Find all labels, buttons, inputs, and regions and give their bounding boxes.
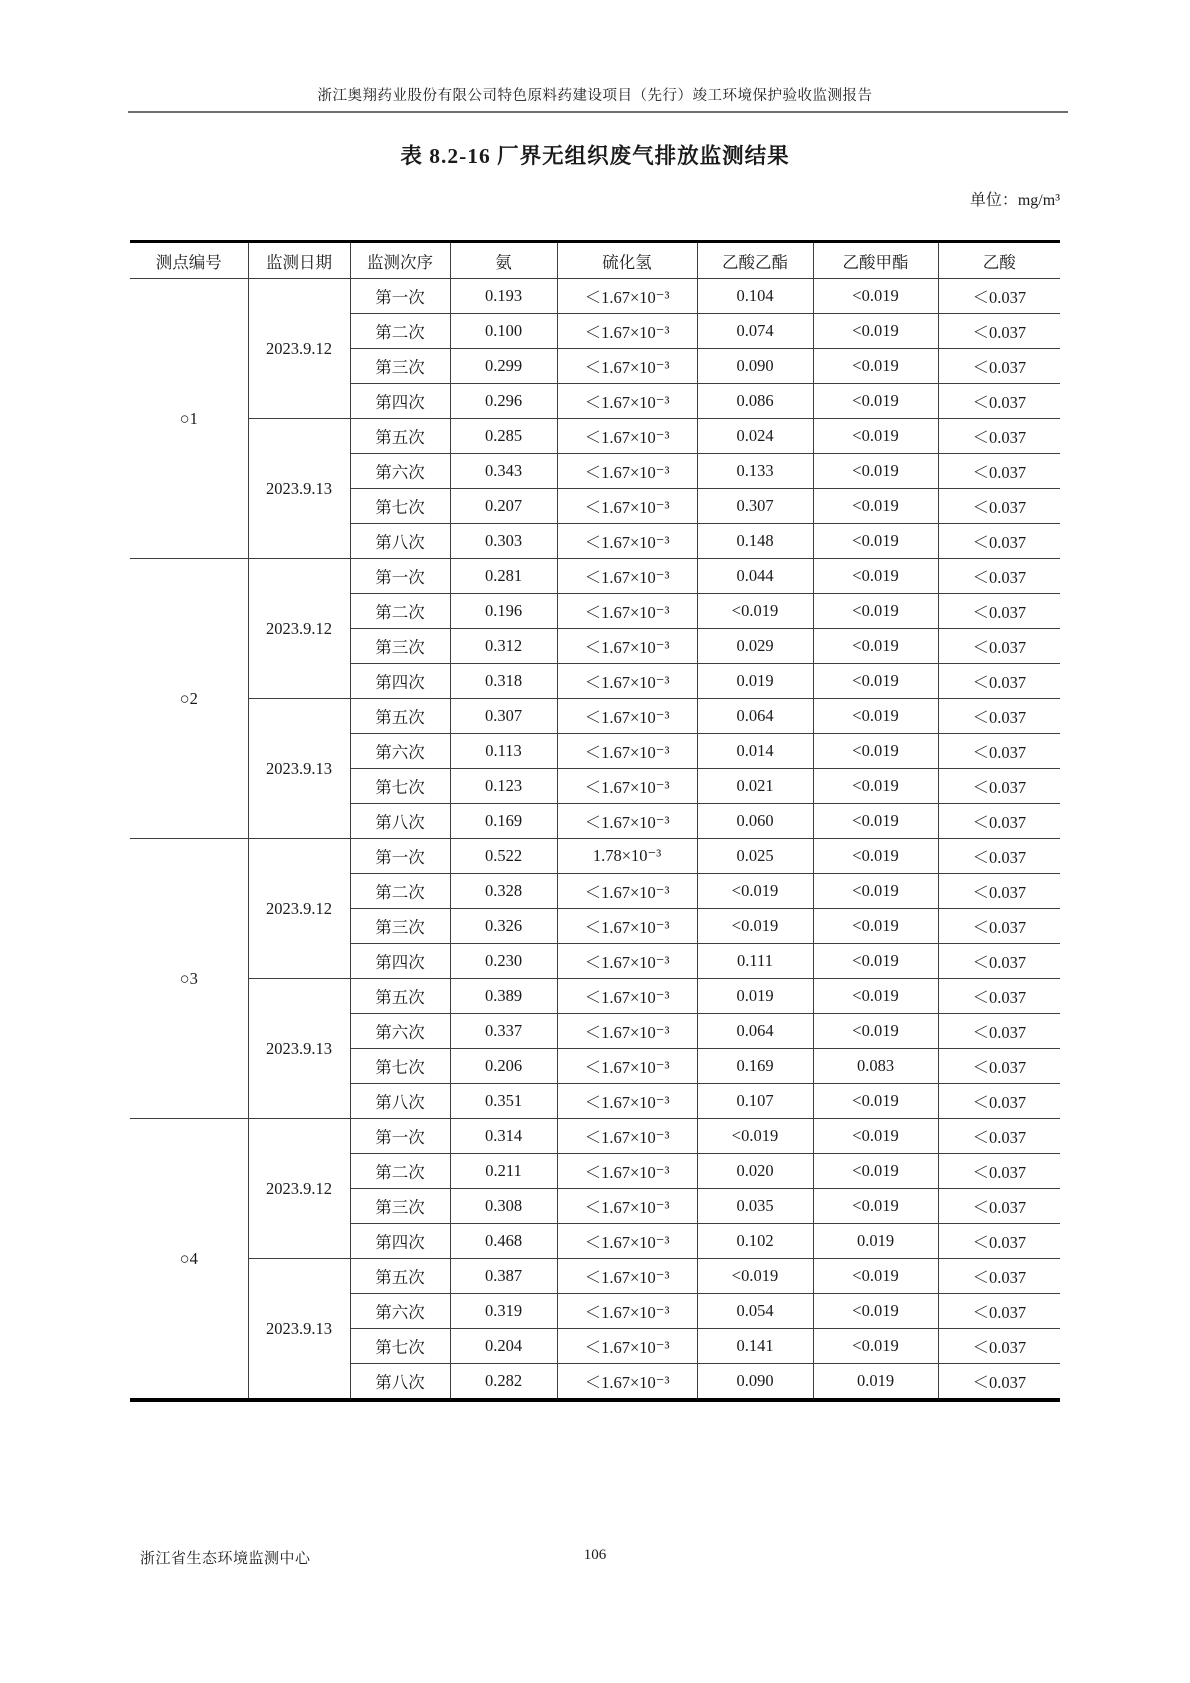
value-cell: ＜1.67×10⁻³ xyxy=(557,664,697,699)
value-cell: 0.060 xyxy=(697,804,813,839)
value-cell: 0.044 xyxy=(697,559,813,594)
value-cell: <0.019 xyxy=(813,419,938,454)
value-cell: <0.019 xyxy=(813,769,938,804)
value-cell: 0.014 xyxy=(697,734,813,769)
value-cell: ＜0.037 xyxy=(938,1364,1060,1401)
value-cell: ＜0.037 xyxy=(938,1189,1060,1224)
sequence-cell: 第二次 xyxy=(350,594,450,629)
sequence-cell: 第七次 xyxy=(350,489,450,524)
value-cell: ＜0.037 xyxy=(938,1329,1060,1364)
value-cell: 0.019 xyxy=(813,1224,938,1259)
unit-label: 单位：mg/m³ xyxy=(969,192,1060,209)
sequence-cell: 第三次 xyxy=(350,909,450,944)
value-cell: 0.169 xyxy=(697,1049,813,1084)
value-cell: ＜1.67×10⁻³ xyxy=(557,944,697,979)
value-cell: ＜1.67×10⁻³ xyxy=(557,804,697,839)
value-cell: 0.468 xyxy=(450,1224,557,1259)
value-cell: 0.230 xyxy=(450,944,557,979)
date-cell: 2023.9.12 xyxy=(248,559,350,699)
point-id-cell: ○1 xyxy=(130,279,248,559)
date-cell: 2023.9.13 xyxy=(248,979,350,1119)
table-row xyxy=(130,419,1060,454)
column-header: 监测次序 xyxy=(350,242,450,279)
value-cell: 0.314 xyxy=(450,1119,557,1154)
sequence-cell: 第七次 xyxy=(350,1049,450,1084)
table-row xyxy=(130,699,1060,734)
value-cell: 0.312 xyxy=(450,629,557,664)
value-cell: 0.387 xyxy=(450,1259,557,1294)
value-cell: ＜1.67×10⁻³ xyxy=(557,769,697,804)
sequence-cell: 第六次 xyxy=(350,1014,450,1049)
value-cell: <0.019 xyxy=(813,489,938,524)
column-header: 乙酸 xyxy=(938,242,1060,279)
value-cell: 0.211 xyxy=(450,1154,557,1189)
value-cell: ＜1.67×10⁻³ xyxy=(557,419,697,454)
value-cell: 0.113 xyxy=(450,734,557,769)
sequence-cell: 第八次 xyxy=(350,524,450,559)
value-cell: ＜0.037 xyxy=(938,909,1060,944)
value-cell: <0.019 xyxy=(813,1259,938,1294)
header-divider xyxy=(128,111,1068,113)
value-cell: 0.337 xyxy=(450,1014,557,1049)
value-cell: ＜0.037 xyxy=(938,1154,1060,1189)
footer-org-name: 浙江省生态环境监测中心 xyxy=(140,1551,311,1567)
value-cell: ＜0.037 xyxy=(938,804,1060,839)
point-id-cell: ○3 xyxy=(130,839,248,1119)
value-cell: ＜1.67×10⁻³ xyxy=(557,979,697,1014)
sequence-cell: 第六次 xyxy=(350,454,450,489)
value-cell: ＜0.037 xyxy=(938,314,1060,349)
value-cell: <0.019 xyxy=(813,524,938,559)
value-cell: ＜0.037 xyxy=(938,594,1060,629)
table-row xyxy=(130,979,1060,1014)
sequence-cell: 第三次 xyxy=(350,629,450,664)
value-cell: ＜1.67×10⁻³ xyxy=(557,1259,697,1294)
sequence-cell: 第四次 xyxy=(350,1224,450,1259)
value-cell: ＜0.037 xyxy=(938,734,1060,769)
value-cell: ＜1.67×10⁻³ xyxy=(557,1119,697,1154)
value-cell: ＜0.037 xyxy=(938,664,1060,699)
value-cell: 0.318 xyxy=(450,664,557,699)
value-cell: ＜1.67×10⁻³ xyxy=(557,629,697,664)
table-row xyxy=(130,279,1060,314)
table-title: 表 8.2-16 厂界无组织废气排放监测结果 xyxy=(400,144,790,168)
value-cell: <0.019 xyxy=(813,1014,938,1049)
sequence-cell: 第五次 xyxy=(350,419,450,454)
value-cell: ＜1.67×10⁻³ xyxy=(557,1084,697,1119)
value-cell: 0.019 xyxy=(697,979,813,1014)
value-cell: 0.035 xyxy=(697,1189,813,1224)
value-cell: 0.351 xyxy=(450,1084,557,1119)
value-cell: <0.019 xyxy=(813,454,938,489)
value-cell: ＜0.037 xyxy=(938,279,1060,314)
sequence-cell: 第七次 xyxy=(350,1329,450,1364)
value-cell: 0.522 xyxy=(450,839,557,874)
value-cell: 0.019 xyxy=(813,1364,938,1401)
value-cell: ＜1.67×10⁻³ xyxy=(557,349,697,384)
value-cell: ＜1.67×10⁻³ xyxy=(557,734,697,769)
value-cell: <0.019 xyxy=(813,1119,938,1154)
value-cell: 0.307 xyxy=(697,489,813,524)
value-cell: 0.104 xyxy=(697,279,813,314)
value-cell: 0.024 xyxy=(697,419,813,454)
value-cell: ＜0.037 xyxy=(938,489,1060,524)
sequence-cell: 第八次 xyxy=(350,804,450,839)
sequence-cell: 第二次 xyxy=(350,874,450,909)
value-cell: 0.308 xyxy=(450,1189,557,1224)
value-cell: ＜0.037 xyxy=(938,419,1060,454)
value-cell: <0.019 xyxy=(697,1259,813,1294)
sequence-cell: 第三次 xyxy=(350,1189,450,1224)
value-cell: 0.207 xyxy=(450,489,557,524)
value-cell: 0.296 xyxy=(450,384,557,419)
sequence-cell: 第七次 xyxy=(350,769,450,804)
value-cell: ＜1.67×10⁻³ xyxy=(557,1049,697,1084)
value-cell: <0.019 xyxy=(813,944,938,979)
value-cell: ＜0.037 xyxy=(938,524,1060,559)
value-cell: 0.299 xyxy=(450,349,557,384)
value-cell: ＜1.67×10⁻³ xyxy=(557,489,697,524)
report-header-title: 浙江奥翔药业股份有限公司特色原料药建设项目（先行）竣工环境保护验收监测报告 xyxy=(317,88,873,104)
value-cell: 0.020 xyxy=(697,1154,813,1189)
column-header: 乙酸甲酯 xyxy=(813,242,938,279)
value-cell: <0.019 xyxy=(813,279,938,314)
value-cell: ＜0.037 xyxy=(938,1259,1060,1294)
value-cell: 0.086 xyxy=(697,384,813,419)
table-row xyxy=(130,1259,1060,1294)
value-cell: ＜1.67×10⁻³ xyxy=(557,874,697,909)
value-cell: <0.019 xyxy=(813,1154,938,1189)
column-header: 监测日期 xyxy=(248,242,350,279)
value-cell: ＜0.037 xyxy=(938,1294,1060,1329)
column-header: 氨 xyxy=(450,242,557,279)
sequence-cell: 第五次 xyxy=(350,979,450,1014)
value-cell: 0.100 xyxy=(450,314,557,349)
value-cell: <0.019 xyxy=(813,1189,938,1224)
value-cell: ＜1.67×10⁻³ xyxy=(557,1294,697,1329)
value-cell: ＜0.037 xyxy=(938,1224,1060,1259)
value-cell: 0.148 xyxy=(697,524,813,559)
value-cell: 0.169 xyxy=(450,804,557,839)
value-cell: 0.029 xyxy=(697,629,813,664)
value-cell: ＜0.037 xyxy=(938,1014,1060,1049)
value-cell: <0.019 xyxy=(813,559,938,594)
sequence-cell: 第八次 xyxy=(350,1364,450,1401)
value-cell: <0.019 xyxy=(813,314,938,349)
value-cell: 0.074 xyxy=(697,314,813,349)
value-cell: ＜1.67×10⁻³ xyxy=(557,1364,697,1401)
value-cell: <0.019 xyxy=(813,664,938,699)
value-cell: 0.054 xyxy=(697,1294,813,1329)
value-cell: 0.083 xyxy=(813,1049,938,1084)
value-cell: <0.019 xyxy=(697,909,813,944)
point-id-cell: ○2 xyxy=(130,559,248,839)
sequence-cell: 第六次 xyxy=(350,734,450,769)
point-id-cell: ○4 xyxy=(130,1119,248,1401)
value-cell: 0.064 xyxy=(697,699,813,734)
value-cell: 0.111 xyxy=(697,944,813,979)
sequence-cell: 第八次 xyxy=(350,1084,450,1119)
value-cell: <0.019 xyxy=(813,699,938,734)
value-cell: 0.326 xyxy=(450,909,557,944)
value-cell: ＜0.037 xyxy=(938,979,1060,1014)
column-header: 硫化氢 xyxy=(557,242,697,279)
value-cell: ＜0.037 xyxy=(938,384,1060,419)
value-cell: 0.343 xyxy=(450,454,557,489)
value-cell: <0.019 xyxy=(697,1119,813,1154)
sequence-cell: 第四次 xyxy=(350,664,450,699)
value-cell: 0.303 xyxy=(450,524,557,559)
value-cell: <0.019 xyxy=(813,349,938,384)
sequence-cell: 第一次 xyxy=(350,1119,450,1154)
value-cell: ＜0.037 xyxy=(938,839,1060,874)
sequence-cell: 第四次 xyxy=(350,384,450,419)
value-cell: ＜1.67×10⁻³ xyxy=(557,1154,697,1189)
date-cell: 2023.9.12 xyxy=(248,1119,350,1259)
date-cell: 2023.9.13 xyxy=(248,699,350,839)
sequence-cell: 第四次 xyxy=(350,944,450,979)
value-cell: 0.285 xyxy=(450,419,557,454)
value-cell: ＜1.67×10⁻³ xyxy=(557,314,697,349)
sequence-cell: 第一次 xyxy=(350,839,450,874)
value-cell: ＜0.037 xyxy=(938,699,1060,734)
value-cell: 0.319 xyxy=(450,1294,557,1329)
value-cell: <0.019 xyxy=(813,1329,938,1364)
value-cell: ＜0.037 xyxy=(938,559,1060,594)
value-cell: 0.102 xyxy=(697,1224,813,1259)
value-cell: 0.064 xyxy=(697,1014,813,1049)
value-cell: ＜0.037 xyxy=(938,1049,1060,1084)
value-cell: ＜1.67×10⁻³ xyxy=(557,909,697,944)
date-cell: 2023.9.13 xyxy=(248,1259,350,1401)
date-cell: 2023.9.12 xyxy=(248,839,350,979)
column-header: 乙酸乙酯 xyxy=(697,242,813,279)
page-number: 106 xyxy=(583,1547,607,1563)
value-cell: 0.021 xyxy=(697,769,813,804)
sequence-cell: 第二次 xyxy=(350,1154,450,1189)
value-cell: ＜1.67×10⁻³ xyxy=(557,559,697,594)
value-cell: ＜1.67×10⁻³ xyxy=(557,1224,697,1259)
sequence-cell: 第五次 xyxy=(350,1259,450,1294)
value-cell: ＜0.037 xyxy=(938,349,1060,384)
value-cell: <0.019 xyxy=(813,979,938,1014)
value-cell: 0.389 xyxy=(450,979,557,1014)
value-cell: 0.019 xyxy=(697,664,813,699)
value-cell: 0.133 xyxy=(697,454,813,489)
sequence-cell: 第六次 xyxy=(350,1294,450,1329)
sequence-cell: 第二次 xyxy=(350,314,450,349)
value-cell: ＜1.67×10⁻³ xyxy=(557,594,697,629)
value-cell: <0.019 xyxy=(813,594,938,629)
table-row xyxy=(130,559,1060,594)
date-cell: 2023.9.12 xyxy=(248,279,350,419)
sequence-cell: 第五次 xyxy=(350,699,450,734)
value-cell: ＜0.037 xyxy=(938,1119,1060,1154)
table-row xyxy=(130,839,1060,874)
value-cell: ＜1.67×10⁻³ xyxy=(557,279,697,314)
value-cell: 0.206 xyxy=(450,1049,557,1084)
value-cell: 0.196 xyxy=(450,594,557,629)
value-cell: <0.019 xyxy=(697,874,813,909)
value-cell: <0.019 xyxy=(813,1294,938,1329)
value-cell: ＜0.037 xyxy=(938,944,1060,979)
value-cell: ＜1.67×10⁻³ xyxy=(557,1189,697,1224)
value-cell: 0.025 xyxy=(697,839,813,874)
date-cell: 2023.9.13 xyxy=(248,419,350,559)
value-cell: <0.019 xyxy=(813,804,938,839)
value-cell: ＜0.037 xyxy=(938,769,1060,804)
value-cell: <0.019 xyxy=(697,594,813,629)
value-cell: 0.204 xyxy=(450,1329,557,1364)
value-cell: ＜1.67×10⁻³ xyxy=(557,384,697,419)
value-cell: <0.019 xyxy=(813,1084,938,1119)
value-cell: ＜0.037 xyxy=(938,454,1060,489)
value-cell: ＜0.037 xyxy=(938,629,1060,664)
value-cell: 0.090 xyxy=(697,349,813,384)
value-cell: ＜1.67×10⁻³ xyxy=(557,454,697,489)
column-header: 测点编号 xyxy=(130,242,248,279)
value-cell: 0.328 xyxy=(450,874,557,909)
sequence-cell: 第一次 xyxy=(350,279,450,314)
value-cell: ＜1.67×10⁻³ xyxy=(557,699,697,734)
value-cell: 1.78×10⁻³ xyxy=(557,839,697,874)
value-cell: <0.019 xyxy=(813,839,938,874)
value-cell: 0.193 xyxy=(450,279,557,314)
value-cell: <0.019 xyxy=(813,874,938,909)
value-cell: <0.019 xyxy=(813,384,938,419)
value-cell: ＜0.037 xyxy=(938,874,1060,909)
value-cell: 0.141 xyxy=(697,1329,813,1364)
value-cell: ＜1.67×10⁻³ xyxy=(557,524,697,559)
value-cell: ＜1.67×10⁻³ xyxy=(557,1014,697,1049)
value-cell: 0.282 xyxy=(450,1364,557,1401)
value-cell: 0.123 xyxy=(450,769,557,804)
value-cell: 0.307 xyxy=(450,699,557,734)
table-header-row xyxy=(130,242,1060,279)
monitoring-table xyxy=(130,240,1060,1402)
sequence-cell: 第一次 xyxy=(350,559,450,594)
value-cell: <0.019 xyxy=(813,629,938,664)
value-cell: <0.019 xyxy=(813,909,938,944)
value-cell: ＜0.037 xyxy=(938,1084,1060,1119)
sequence-cell: 第三次 xyxy=(350,349,450,384)
value-cell: 0.107 xyxy=(697,1084,813,1119)
table-row xyxy=(130,1119,1060,1154)
value-cell: 0.090 xyxy=(697,1364,813,1401)
value-cell: ＜1.67×10⁻³ xyxy=(557,1329,697,1364)
value-cell: 0.281 xyxy=(450,559,557,594)
value-cell: <0.019 xyxy=(813,734,938,769)
